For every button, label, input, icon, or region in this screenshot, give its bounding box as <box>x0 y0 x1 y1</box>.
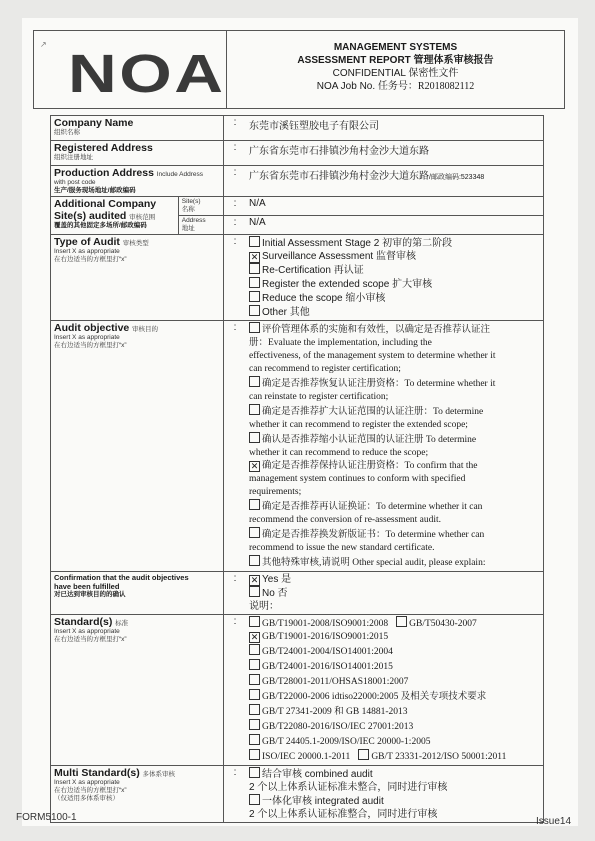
standard-row <box>249 644 540 659</box>
standard-text: GB/T22080-2016/ISO/IEC 27001:2013 <box>262 722 414 732</box>
audit-type-text: Other 其他 <box>262 307 310 318</box>
standard-checkbox[interactable]: ✕ <box>250 632 259 642</box>
audit-type-checkbox[interactable] <box>249 263 260 274</box>
objective-text: 确定是否推荐保持认证注册资格：To confirm that the <box>262 461 478 471</box>
objective-item <box>249 447 540 460</box>
confirmation-label2: have been fulfilled <box>54 582 120 591</box>
multi-text: 一体化审核 integrated audit <box>262 796 384 807</box>
objective-item <box>249 542 540 555</box>
standard-text: GB/T 27341-2009 和 GB 14881-2013 <box>262 707 408 717</box>
standard-row <box>249 631 540 644</box>
company-value: 东莞市溪钰塑胶电子有限公司 <box>246 116 544 141</box>
standard-checkbox[interactable] <box>358 749 369 760</box>
standard-option[interactable] <box>249 752 350 762</box>
multi-text: 结合审核 combined audit <box>262 769 373 780</box>
standards-label: Standard(s) <box>54 616 113 628</box>
prod-address-label: Production Address <box>54 167 154 179</box>
standard-option[interactable] <box>249 722 413 732</box>
colon: : <box>224 116 247 141</box>
type-label-cell <box>51 235 224 321</box>
addr-cn: 地址 <box>181 225 195 232</box>
row-reg-address <box>51 141 544 166</box>
objective-checkbox[interactable]: ✕ <box>250 461 259 471</box>
objective-checkbox[interactable] <box>249 499 260 510</box>
multi-sub3: （仅适用多体系审核） <box>54 795 119 802</box>
add-company-label2: Site(s) audited <box>54 210 127 222</box>
standard-option[interactable] <box>249 632 388 642</box>
objective-checkbox[interactable] <box>249 376 260 387</box>
multi-label: Multi Standard(s) <box>54 767 140 779</box>
colon: : <box>224 766 247 823</box>
multi-item[interactable] <box>249 767 540 781</box>
logo-box <box>34 31 227 108</box>
report-header <box>33 30 565 109</box>
yes-label: Yes 是 <box>262 574 292 585</box>
standard-row <box>249 749 540 764</box>
objective-item <box>249 363 540 376</box>
standard-option[interactable] <box>249 662 393 672</box>
type-options <box>246 235 544 321</box>
standard-row <box>249 704 540 719</box>
audit-type-checkbox[interactable] <box>249 236 260 247</box>
objective-item <box>249 391 540 404</box>
noa-logo: NOA <box>68 44 226 104</box>
no-label: No 否 <box>262 588 288 599</box>
row-multi <box>51 766 544 823</box>
objective-checkbox[interactable] <box>249 432 260 443</box>
audit-type-item[interactable] <box>249 263 540 277</box>
prod-address-sub: with post code <box>54 179 96 186</box>
objective-item[interactable] <box>249 460 540 473</box>
objective-text: requirements; <box>249 487 302 497</box>
header-title-2: ASSESSMENT REPORT 管理体系审核报告 <box>297 55 494 66</box>
standard-option[interactable] <box>249 737 430 747</box>
standards-label-line <box>54 616 220 628</box>
site-label-cell <box>178 197 223 216</box>
row-standards <box>51 615 544 766</box>
objective-text: recommend the conversion of re-assessment audit. <box>249 515 442 525</box>
objective-label-cn: 审核目的 <box>132 326 159 333</box>
row-company <box>51 116 544 141</box>
multi-sub1: Insert X as appropriate <box>54 779 120 786</box>
add-company-label-cell <box>51 197 179 235</box>
prod-address-value: 广东省东莞市石排镇沙角村金沙大道东路 <box>249 171 429 182</box>
objective-text: 确定是否推荐扩大认证范围的认证注册：To determine <box>262 407 484 417</box>
standard-checkbox[interactable] <box>396 616 407 627</box>
objective-text: recommend to issue the new standard certificate. <box>249 543 435 553</box>
colon: : <box>224 572 247 615</box>
confirmation-line1 <box>54 573 220 582</box>
standard-option[interactable] <box>249 677 408 687</box>
scan-mark: ↗ <box>40 40 47 49</box>
audit-type-item[interactable] <box>249 277 540 291</box>
objective-checkbox[interactable] <box>249 527 260 538</box>
standard-text: GB/T 23331-2012/ISO 50001:2011 <box>371 752 507 762</box>
type-sub1: Insert X as appropriate <box>54 248 120 255</box>
company-label: Company Name <box>54 117 134 129</box>
addr-label-cell <box>178 216 223 235</box>
objective-label-cell <box>51 321 224 572</box>
objective-item <box>249 419 540 432</box>
audit-type-text: Re-Certification 再认证 <box>262 265 364 276</box>
prod-address-sub2: 生产/服务现场地址/邮政编码 <box>54 187 136 194</box>
multi-item <box>249 781 540 794</box>
reg-address-value: 广东省东莞市石排镇沙角村金沙大道东路 <box>246 141 544 166</box>
confidential-label: CONFIDENTIAL 保密性文件 <box>332 68 459 79</box>
row-confirmation <box>51 572 544 615</box>
objective-label: Audit objective <box>54 322 130 334</box>
colon: : <box>224 235 247 321</box>
multi-text: 2 个以上体系认证标准未整合，同时进行审核 <box>249 782 448 793</box>
yes-checkbox[interactable]: ✕ <box>250 575 259 585</box>
standards-label-cell <box>51 615 224 766</box>
objective-sub2: 在右边适当的方框里打“x” <box>54 342 127 349</box>
standards-label-cn: 标准 <box>115 620 129 627</box>
type-label: Type of Audit <box>54 236 120 248</box>
objective-text: whether it can recommend to reduce the scope; <box>249 448 429 458</box>
objective-item[interactable] <box>249 376 540 391</box>
standard-text: GB/T24001-2004/ISO14001:2004 <box>262 647 393 657</box>
multi-checkbox[interactable] <box>249 794 260 805</box>
standard-text: ISO/IEC 20000.1-2011 <box>262 752 351 762</box>
objective-item[interactable] <box>249 499 540 514</box>
confirm-note: 说明： <box>249 601 279 612</box>
audit-type-text: Surveillance Assessment 监督审核 <box>262 251 416 262</box>
confirmation-label-cell <box>51 572 224 615</box>
audit-type-checkbox[interactable] <box>249 277 260 288</box>
type-label-cn: 审核类型 <box>122 240 149 247</box>
standard-text: GB/T50430-2007 <box>409 619 477 629</box>
reg-address-label: Registered Address <box>54 142 153 154</box>
colon: : <box>224 197 247 216</box>
add-company-label2-cn: 审核范围 <box>129 214 156 221</box>
issue-number: Issue14 <box>536 816 572 827</box>
colon: : <box>224 141 247 166</box>
objective-item <box>249 337 540 350</box>
objective-checkbox[interactable] <box>249 555 260 566</box>
objective-text: 确定是否推荐再认证换证：To determine whether it can <box>262 502 483 512</box>
reg-address-sub: 组织注册地址 <box>54 154 93 161</box>
add-company-label2-line <box>54 210 175 222</box>
company-sub: 组织名称 <box>54 129 80 136</box>
standard-checkbox[interactable] <box>249 719 260 730</box>
audit-type-text: Reduce the scope 缩小审核 <box>262 293 386 304</box>
row-prod-address <box>51 166 544 197</box>
multi-item[interactable] <box>249 794 540 808</box>
standard-option[interactable] <box>249 647 393 657</box>
type-sub2: 在右边适当的方框里打“x” <box>54 256 127 263</box>
standard-option[interactable] <box>249 707 408 717</box>
objective-text: 确认是否推荐缩小认证范围的认证注册 To determine <box>262 435 477 445</box>
objective-item[interactable] <box>249 527 540 542</box>
job-no: R2018082112 <box>417 81 475 92</box>
company-label-cell <box>51 116 224 141</box>
standard-text: GB/T22000-2006 idtiso22000:2005 及相关专项技术要求 <box>262 692 487 702</box>
standard-checkbox[interactable] <box>249 689 260 700</box>
confirmation-label3: 对已达到审核目的的确认 <box>54 591 126 598</box>
objective-text: whether it can recommend to register the extended scope; <box>249 420 468 430</box>
header-title-1: MANAGEMENT SYSTEMS <box>333 42 458 53</box>
standard-text: GB/T28001-2011/OHSAS18001:2007 <box>262 677 409 687</box>
standard-row <box>249 689 540 704</box>
audit-type-item[interactable] <box>249 236 540 250</box>
standard-checkbox[interactable] <box>249 659 260 670</box>
objective-text: can reinstate to register certification; <box>249 392 389 402</box>
add-company-sub: 覆盖的其他固定多场所/邮政编码 <box>54 222 147 229</box>
reg-address-label-cell <box>51 141 224 166</box>
objective-checkbox[interactable] <box>249 322 260 333</box>
colon: : <box>224 321 247 572</box>
job-prefix: NOA Job No. 任务号： <box>316 81 418 92</box>
addr-label: Address <box>181 217 206 224</box>
site-value: N/A <box>246 197 544 216</box>
no-checkbox[interactable] <box>249 586 260 597</box>
confirmation-label1b: that the audit objectives <box>102 573 189 582</box>
multi-sub2: 在右边适当的方框里打“x” <box>54 787 127 794</box>
objective-checkbox[interactable] <box>249 404 260 415</box>
colon: : <box>224 216 247 235</box>
audit-type-item[interactable] <box>249 305 540 319</box>
objective-text: 其他特殊审核,请说明 Other special audit, please explain: <box>262 558 486 568</box>
standard-text: GB/T24001-2016/ISO14001:2015 <box>262 662 393 672</box>
prod-address-label-small: Include Address <box>156 171 204 178</box>
audit-type-text: Register the extended scope 扩大审核 <box>262 279 433 290</box>
audit-type-checkbox[interactable]: ✕ <box>250 252 259 262</box>
standards-sub2: 在右边适当的方框里打“x” <box>54 636 127 643</box>
prod-postcode: /邮政编码:523348 <box>429 174 485 181</box>
objective-item[interactable] <box>249 432 540 447</box>
multi-item <box>249 808 540 821</box>
standard-option[interactable] <box>249 619 388 629</box>
type-label-line <box>54 236 220 248</box>
objective-text: effectiveness, of the management system to determine whether it <box>249 351 496 361</box>
multi-text: 2 个以上体系认证标准整合，同时进行审核 <box>249 809 438 820</box>
standard-checkbox[interactable] <box>249 616 260 627</box>
multi-options <box>246 766 544 823</box>
standard-checkbox[interactable] <box>249 704 260 715</box>
standards-options <box>246 615 544 766</box>
standard-row <box>249 719 540 734</box>
audit-type-text: Initial Assessment Stage 2 初审的第二阶段 <box>262 238 453 249</box>
objective-item <box>249 514 540 527</box>
standard-option[interactable] <box>358 752 506 762</box>
objective-text: 册：Evaluate the implementation, including the <box>249 338 432 348</box>
row-audit-objective <box>51 321 544 572</box>
audit-type-checkbox[interactable] <box>249 305 260 316</box>
objective-item <box>249 350 540 363</box>
objective-text: can recommend to register certification; <box>249 364 401 374</box>
multi-checkbox[interactable] <box>249 767 260 778</box>
standard-row <box>249 674 540 689</box>
assessment-table <box>50 115 544 823</box>
standard-text: GB/T19001-2016/ISO9001:2015 <box>262 632 389 642</box>
standard-checkbox[interactable] <box>249 749 260 760</box>
objective-item[interactable] <box>249 322 540 337</box>
confirm-yes[interactable] <box>249 573 540 586</box>
job-number <box>227 80 564 93</box>
prod-address-label-cell <box>51 166 224 197</box>
add-company-label1: Additional Company <box>54 198 157 210</box>
standard-row <box>249 616 540 631</box>
objective-text: 评价管理体系的实施和有效性，以确定是否推荐认证注 <box>262 325 491 335</box>
row-add-site <box>51 197 544 216</box>
standard-row <box>249 734 540 749</box>
multi-label-line <box>54 767 220 779</box>
objective-text: management system continues to conform with specified <box>249 474 466 484</box>
standard-option[interactable] <box>249 692 486 702</box>
objective-sub1: Insert X as appropriate <box>54 334 120 341</box>
standard-option[interactable] <box>396 619 477 629</box>
standard-text: GB/T19001-2008/ISO9001:2008 <box>262 619 389 629</box>
confirmation-label1: Confirmation <box>54 573 101 582</box>
standards-sub1: Insert X as appropriate <box>54 628 120 635</box>
objective-label-line <box>54 322 220 334</box>
prod-address-label-line <box>54 167 220 179</box>
objective-text: 确定是否推荐换发新版证书：To determine whether can <box>262 530 485 540</box>
objective-item <box>249 473 540 486</box>
multi-label-cn: 多体系审核 <box>142 771 176 778</box>
standard-row <box>249 659 540 674</box>
objective-item <box>249 486 540 499</box>
audit-type-checkbox[interactable] <box>249 291 260 302</box>
standard-checkbox[interactable] <box>249 734 260 745</box>
objective-item[interactable] <box>249 555 540 570</box>
confirmation-values <box>246 572 544 615</box>
objective-item[interactable] <box>249 404 540 419</box>
colon: : <box>224 166 247 197</box>
colon: : <box>224 615 247 766</box>
standard-text: GB/T 24405.1-2009/ISO/IEC 20000-1:2005 <box>262 737 431 747</box>
standard-checkbox[interactable] <box>249 674 260 685</box>
objective-text: 确定是否推荐恢复认证注册资格：To determine whether it <box>262 379 496 389</box>
addr-value: N/A <box>246 216 544 235</box>
prod-address-value-cell <box>246 166 544 197</box>
audit-type-item[interactable] <box>249 250 540 263</box>
header-titles <box>227 31 564 108</box>
standard-checkbox[interactable] <box>249 644 260 655</box>
site-label: Site(s) <box>181 198 201 205</box>
row-type-of-audit <box>51 235 544 321</box>
objective-options <box>246 321 544 572</box>
site-cn: 名称 <box>181 206 195 213</box>
confirm-no[interactable] <box>249 586 540 600</box>
audit-type-item[interactable] <box>249 291 540 305</box>
form-number: FORM5100-1 <box>16 812 77 823</box>
